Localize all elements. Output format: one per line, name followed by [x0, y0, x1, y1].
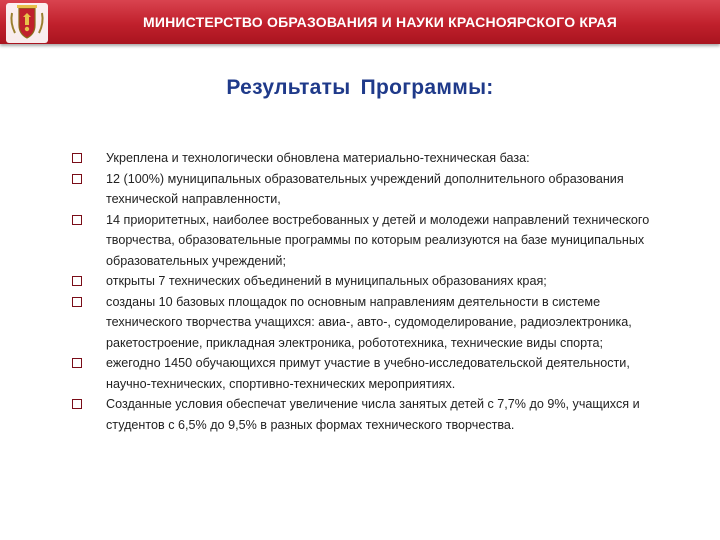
square-bullet-icon — [72, 399, 82, 409]
list-item-text: 14 приоритетных, наиболее востребованных у детей и молодежи направлений технического творчества, образовательные программы по которым реализуются на базе муниципальных образовательных учреждений; — [106, 212, 650, 268]
list-item — [70, 210, 660, 272]
square-bullet-icon — [72, 358, 82, 368]
list-item — [70, 169, 660, 210]
list-item-text: открыты 7 технических объединений в муниципальных образованиях края; — [106, 274, 547, 288]
page-title: Результаты Программы: — [226, 76, 494, 99]
list-item — [70, 292, 660, 354]
list-item — [70, 148, 660, 169]
results-list — [70, 148, 660, 435]
list-item — [70, 394, 660, 435]
square-bullet-icon — [72, 215, 82, 225]
list-item — [70, 271, 660, 292]
list-item-text: Созданные условия обеспечат увеличение числа занятых детей с 7,7% до 9%, учащихся и студентов с 6,5% до 9,5% в разных формах технического творчества. — [106, 397, 640, 432]
coat-of-arms-icon — [6, 3, 48, 43]
list-item — [70, 353, 660, 394]
list-item-text: созданы 10 базовых площадок по основным направлениям деятельности в системе технического творчества учащихся: авиа-, авто-, судомоделирование, радиоэлектроника, ракетостроение, прикладная электроника, робототехника, технические виды спорта; — [106, 294, 632, 350]
list-item-text: 12 (100%) муниципальных образовательных учреждений дополнительного образования технической направленности, — [106, 171, 624, 206]
square-bullet-icon — [72, 297, 82, 307]
square-bullet-icon — [72, 174, 82, 184]
ministry-title: МИНИСТЕРСТВО ОБРАЗОВАНИЯ И НАУКИ КРАСНОЯРСКОГО КРАЯ — [142, 14, 618, 30]
square-bullet-icon — [72, 276, 82, 286]
list-item-text: ежегодно 1450 обучающихся примут участие в учебно-исследовательской деятельности, научно-технических, спортивно-технических мероприятиях. — [106, 356, 630, 391]
list-item-text: Укреплена и технологически обновлена материально-техническая база: — [106, 151, 530, 165]
square-bullet-icon — [72, 153, 82, 163]
header-bar — [0, 0, 720, 44]
